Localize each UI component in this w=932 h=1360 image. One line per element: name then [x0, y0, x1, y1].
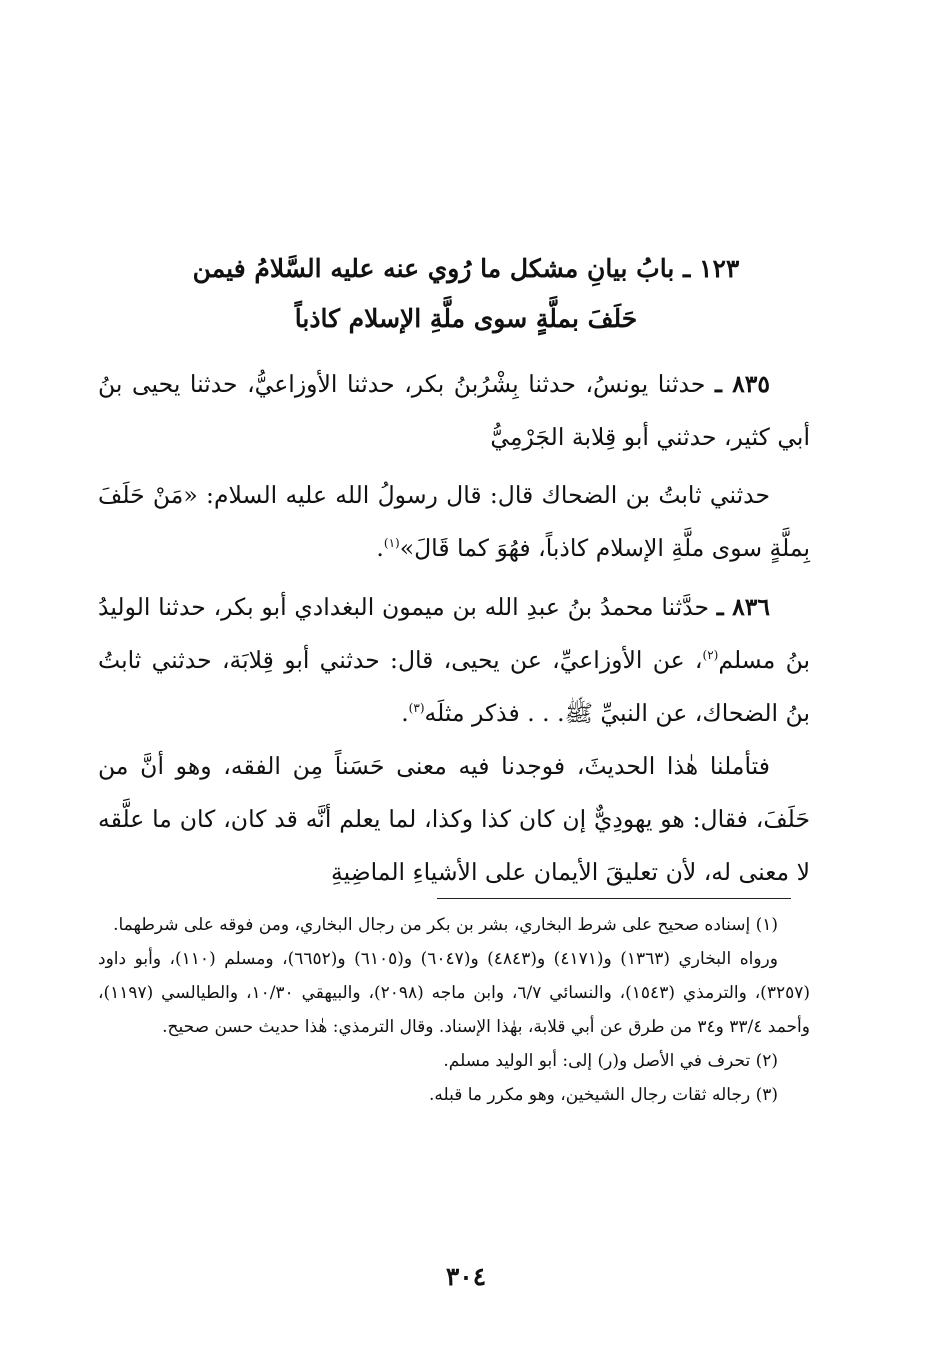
chapter-heading: [110, 244, 822, 344]
discussion-text: فتأملنا هٰذا الحديثَ، فوجدنا فيه معنى حَسَناً مِن الفقه، وهو أنَّ من حَلَفَ، فقال: هو يهودِيٌّ إن كان كذا وكذا، لما يعلم أنَّه قد كان، كان ما علَّقه لا معنى له، لأن تعليقَ الأيمان على الأشياءِ الماضِيةِ: [98, 752, 810, 886]
hadith-836: [98, 581, 810, 740]
hadith-835-isnad: [98, 358, 810, 464]
footnotes: [98, 908, 810, 1112]
hadith-836-end: .: [401, 699, 409, 727]
hadith-835-matn-text: حدثني ثابتُ بن الضحاك قال: قال رسولُ الله عليه السلام: «مَنْ حَلَفَ بِملَّةٍ سوى ملَّةِ الإسلام كاذباً، فهُوَ كما قَالَ»: [98, 481, 810, 562]
hadith-number-836: ٨٣٦ ـ: [716, 593, 770, 621]
footnote-ref-1: (١): [383, 536, 400, 551]
footnote-ref-2: (٢): [702, 648, 719, 663]
hadith-836-text-a: حدَّثنا محمدُ بنُ عبدِ الله بن ميمون البغدادي أبو بكر، حدثنا الوليدُ بنُ مسلم: [98, 593, 811, 674]
chapter-heading-line-2: حَلَفَ بملَّةٍ سوى ملَّةِ الإسلام كاذباً: [294, 304, 638, 333]
footnote-1: (١) إسناده صحيح على شرط البخاري، بشر بن بكر من رجال البخاري، ومن فوقه على شرطهما.: [113, 915, 778, 935]
footnote-ref-3: (٣): [408, 701, 425, 716]
hadith-835-end: .: [376, 534, 384, 562]
footnote-1-references: ورواه البخاري (١٣٦٣) و(٤١٧١) و(٤٨٤٣) و(٦٠٤٧) و(٦١٠٥) و(٦٦٥٢)، ومسلم (١١٠)، وأبو داود (٣٢٥٧)، والترمذي (١٥٤٣)، والنسائي ٦/٧، وابن ماجه (٢٠٩٨)، والبيهقي ١٠/٣٠، والطيالسي (١١٩٧)، وأحمد ٣٣/٤ و٣٤ من طرق عن أبي قلابة، بهٰذا الإسناد. وقال الترمذي: هٰذا حديث حسن صحيح.: [98, 949, 810, 1037]
footnote-separator: [437, 898, 791, 899]
chapter-heading-line-1: ١٢٣ ـ بابُ بيانِ مشكل ما رُوي عنه عليه السَّلامُ فيمن: [192, 254, 740, 283]
footnote-3: (٣) رجاله ثقات رجال الشيخين، وهو مكرر ما قبله.: [428, 1085, 778, 1105]
hadith-836-text-b: ، عن الأوزاعيِّ، عن يحيى، قال: حدثني أبو قِلابَة، حدثني ثابتُ بنُ الضحاك، عن النبيِّ ﷺ. . . فذكر مثلَه: [98, 646, 810, 727]
hadith-835-isnad-text: حدثنا يونسُ، حدثنا بِشْرُبنُ بكر، حدثنا الأوزاعيُّ، حدثنا يحيى بنُ أبي كثير، حدثني أبو قِلابة الجَرْمِيُّ: [98, 370, 810, 451]
discussion-paragraph: [98, 740, 810, 899]
footnote-2: (٢) تحرف في الأصل و(ر) إلى: أبو الوليد مسلم.: [443, 1051, 778, 1071]
hadith-number-835: ٨٣٥ ـ: [714, 370, 770, 398]
hadith-835-matn: [98, 469, 810, 575]
page-number: ٣٠٤: [445, 1262, 487, 1291]
